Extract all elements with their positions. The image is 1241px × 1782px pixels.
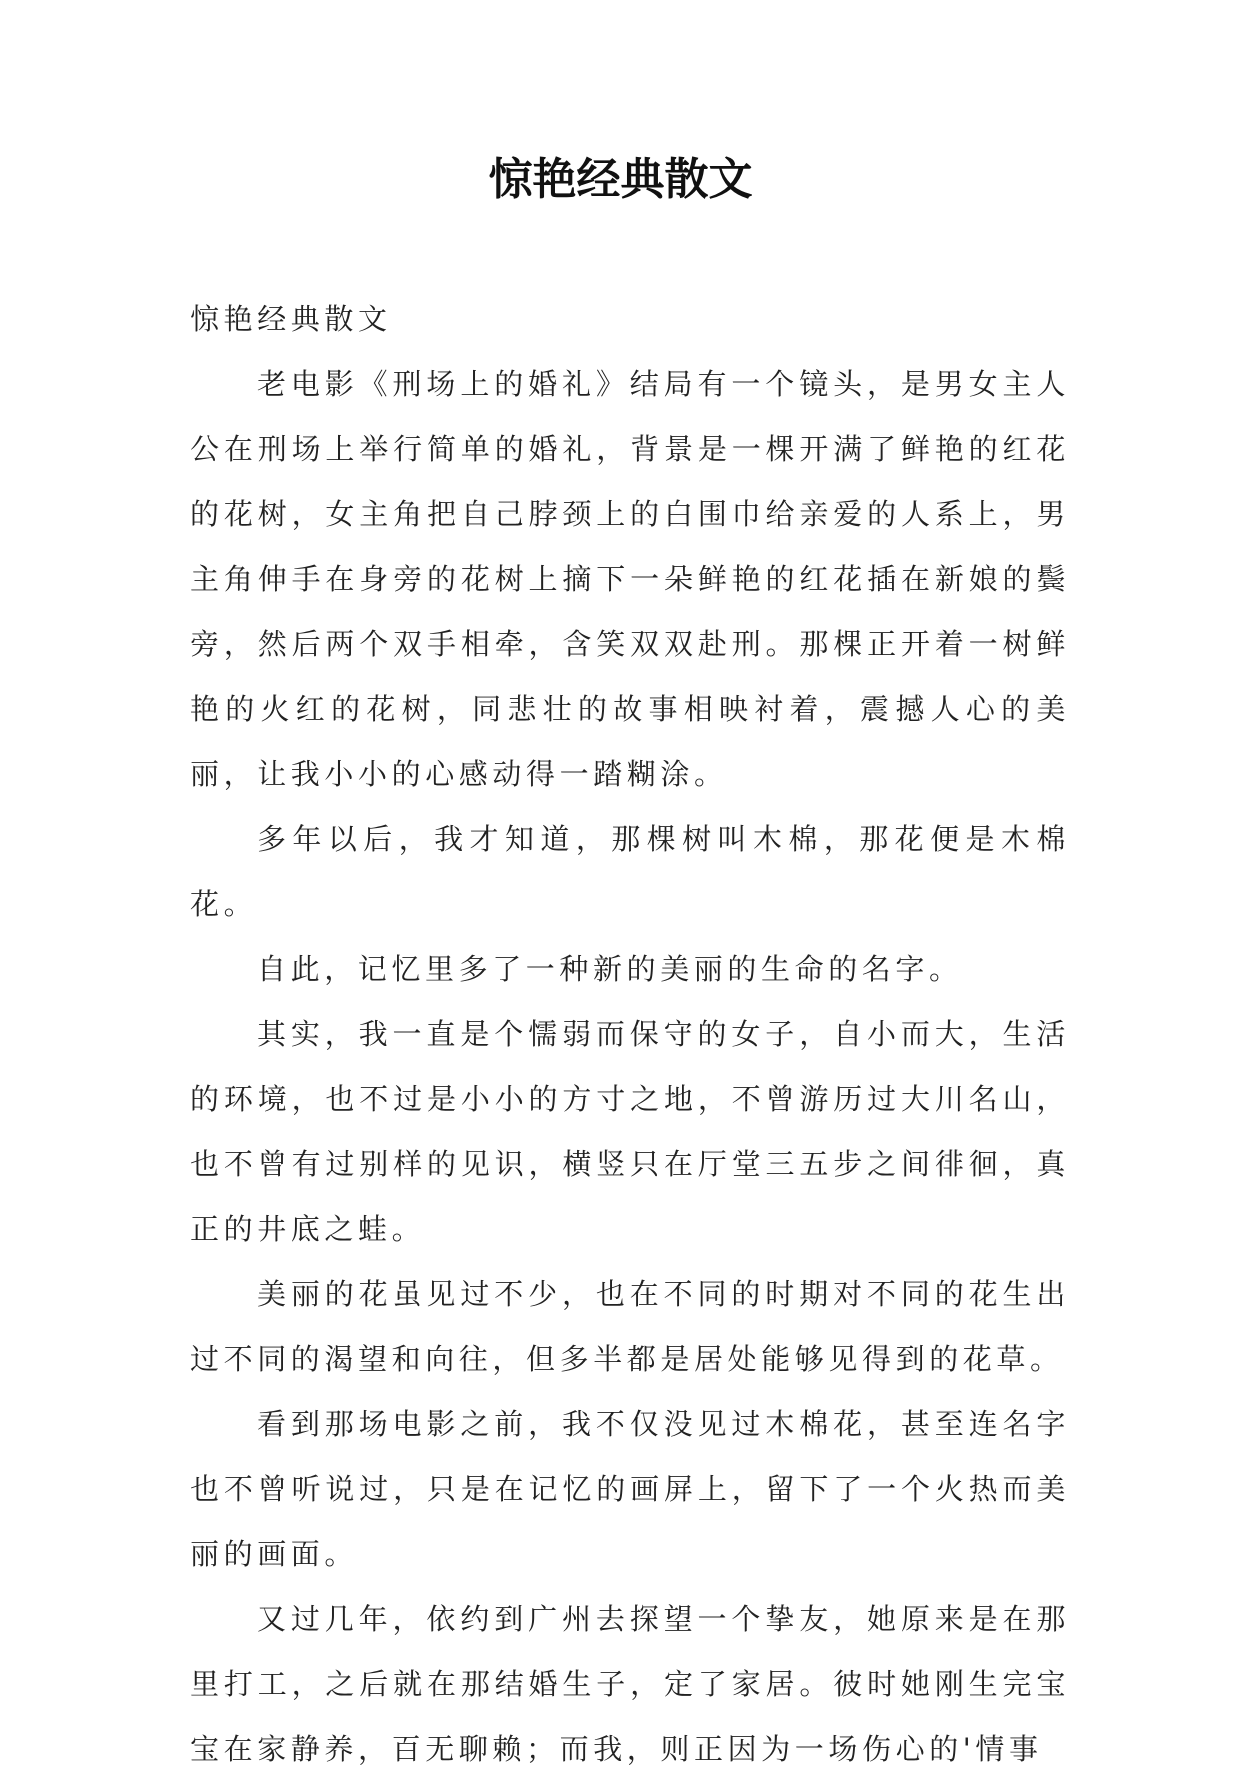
document-body	[190, 287, 1070, 1782]
paragraph: 美丽的花虽见过不少，也在不同的时期对不同的花生出过不同的渴望和向往，但多半都是居处能够见得到的花草。	[190, 1277, 1070, 1376]
document-title: 惊艳经典散文	[488, 154, 753, 205]
paragraph: 看到那场电影之前，我不仅没见过木棉花，甚至连名字也不曾听说过，只是在记忆的画屏上，留下了一个火热而美丽的画面。	[190, 1407, 1070, 1571]
paragraph: 多年以后，我才知道，那棵树叫木棉，那花便是木棉花。	[190, 822, 1070, 921]
paragraph: 自此，记忆里多了一种新的美丽的生命的名字。	[257, 952, 963, 986]
subtitle-line: 惊艳经典散文	[190, 302, 392, 336]
paragraph: 其实，我一直是个懦弱而保守的女子，自小而大，生活的环境，也不过是小小的方寸之地，不曾游历过大川名山，也不曾有过别样的见识，横竖只在厅堂三五步之间徘徊，真正的井底之蛙。	[190, 1017, 1070, 1246]
paragraph: 又过几年，依约到广州去探望一个挚友，她原来是在那里打工，之后就在那结婚生子，定了家居。彼时她刚生完宝宝在家静养，百无聊赖；而我，则正因为一场伤心的'情事	[190, 1602, 1070, 1766]
paragraph: 老电影《刑场上的婚礼》结局有一个镜头，是男女主人公在刑场上举行简单的婚礼，背景是一棵开满了鲜艳的红花的花树，女主角把自己脖颈上的白围巾给亲爱的人系上，男主角伸手在身旁的花树上摘下一朵鲜艳的红花插在新娘的鬓旁，然后两个双手相牵，含笑双双赴刑。那棵正开着一树鲜艳的火红的花树，同悲壮的故事相映衬着，震撼人心的美丽，让我小小的心感动得一踏糊涂。	[190, 367, 1070, 791]
